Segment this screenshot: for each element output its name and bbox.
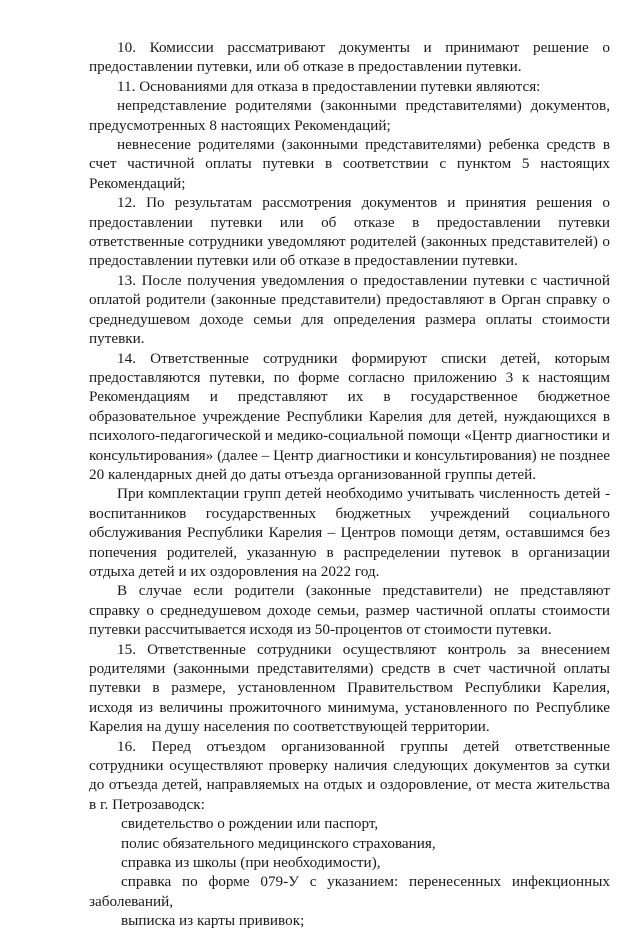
document-page (89, 38, 610, 931)
paragraph-16: 16. Перед отъездом организованной группы детей ответственные сотрудники осуществляют проверку наличия следующих документов за сутки до отъезда детей, направляемых на отдых и оздоровление, от места жительства в г. Петрозаводск: (89, 737, 610, 813)
list-item: выписка из карты прививок; (121, 912, 305, 930)
paragraph-10: 10. Комиссии рассматривают документы и принимают решение о предоставлении путевки, или об отказе в предоставлении путевки. (89, 39, 610, 76)
list-item: полис обязательного медицинского страхования, (121, 834, 436, 852)
list-item: свидетельство о рождении или паспорт, (121, 815, 379, 833)
list-item: справка по форме 079-У с указанием: перенесенных инфекционных заболеваний, (89, 873, 610, 910)
paragraph-11: 11. Основаниями для отказа в предоставлении путевки являются: (117, 77, 541, 95)
paragraph-14-income: В случае если родители (законные представители) не представляют справку о среднедушевом доходе семьи, размер частичной оплаты стоимости путевки рассчитывается исходя из 50-процентов от стоимости путевки. (89, 582, 610, 639)
list-item: справка из школы (при необходимости), (121, 854, 381, 872)
paragraph-13: 13. После получения уведомления о предоставлении путевки с частичной оплатой родители (законные представители) предоставляют в Орган справку о среднедушевом доходе семьи для определения размера оплаты стоимости путевки. (89, 271, 610, 348)
paragraph-11-ground-1: непредставление родителями (законными представителями) документов, предусмотренных 8 настоящих Рекомендаций; (89, 97, 610, 134)
paragraph-11-ground-2: невнесение родителями (законными представителями) ребенка средств в счет частичной оплаты путевки в соответствии с пунктом 5 настоящих Рекомендаций; (89, 136, 610, 192)
paragraph-14: 14. Ответственные сотрудники формируют списки детей, которым предоставляются путевки, по форме согласно приложению 3 к настоящим Рекомендациям и представляют их в государственное бюджетное образовательное учреждение Республики Карелия для детей, нуждающихся в психолого-педагогической и медико-социальной помощи «Центр диагностики и консультирования» (далее – Центр диагностики и консультирования) не позднее 20 календарных дней до даты отъезда организованной группы детей. (89, 349, 610, 483)
paragraph-14-groups: При комплектации групп детей необходимо учитывать численность детей - воспитанников государственных бюджетных учреждений социального обслуживания Республики Карелия – Центров помощи детям, оставшимся без попечения родителей, указанную в распределении путевок в организации отдыха детей и их оздоровления на 2022 год. (89, 485, 610, 580)
paragraph-15: 15. Ответственные сотрудники осуществляют контроль за внесением родителями (законными представителями) средств в счет частичной оплаты путевки в размере, установленном Правительством Республики Карелия, исходя из величины прожиточного минимума, установленного по Республике Карелия на душу населения по соответствующей территории. (89, 640, 610, 736)
paragraph-12: 12. По результатам рассмотрения документов и принятия решения о предоставлении путевки или об отказе в предоставлении путевки ответственные сотрудники уведомляют родителей (законных представителей) о предоставлении путевки или об отказе в предоставлении путевки. (89, 194, 610, 270)
